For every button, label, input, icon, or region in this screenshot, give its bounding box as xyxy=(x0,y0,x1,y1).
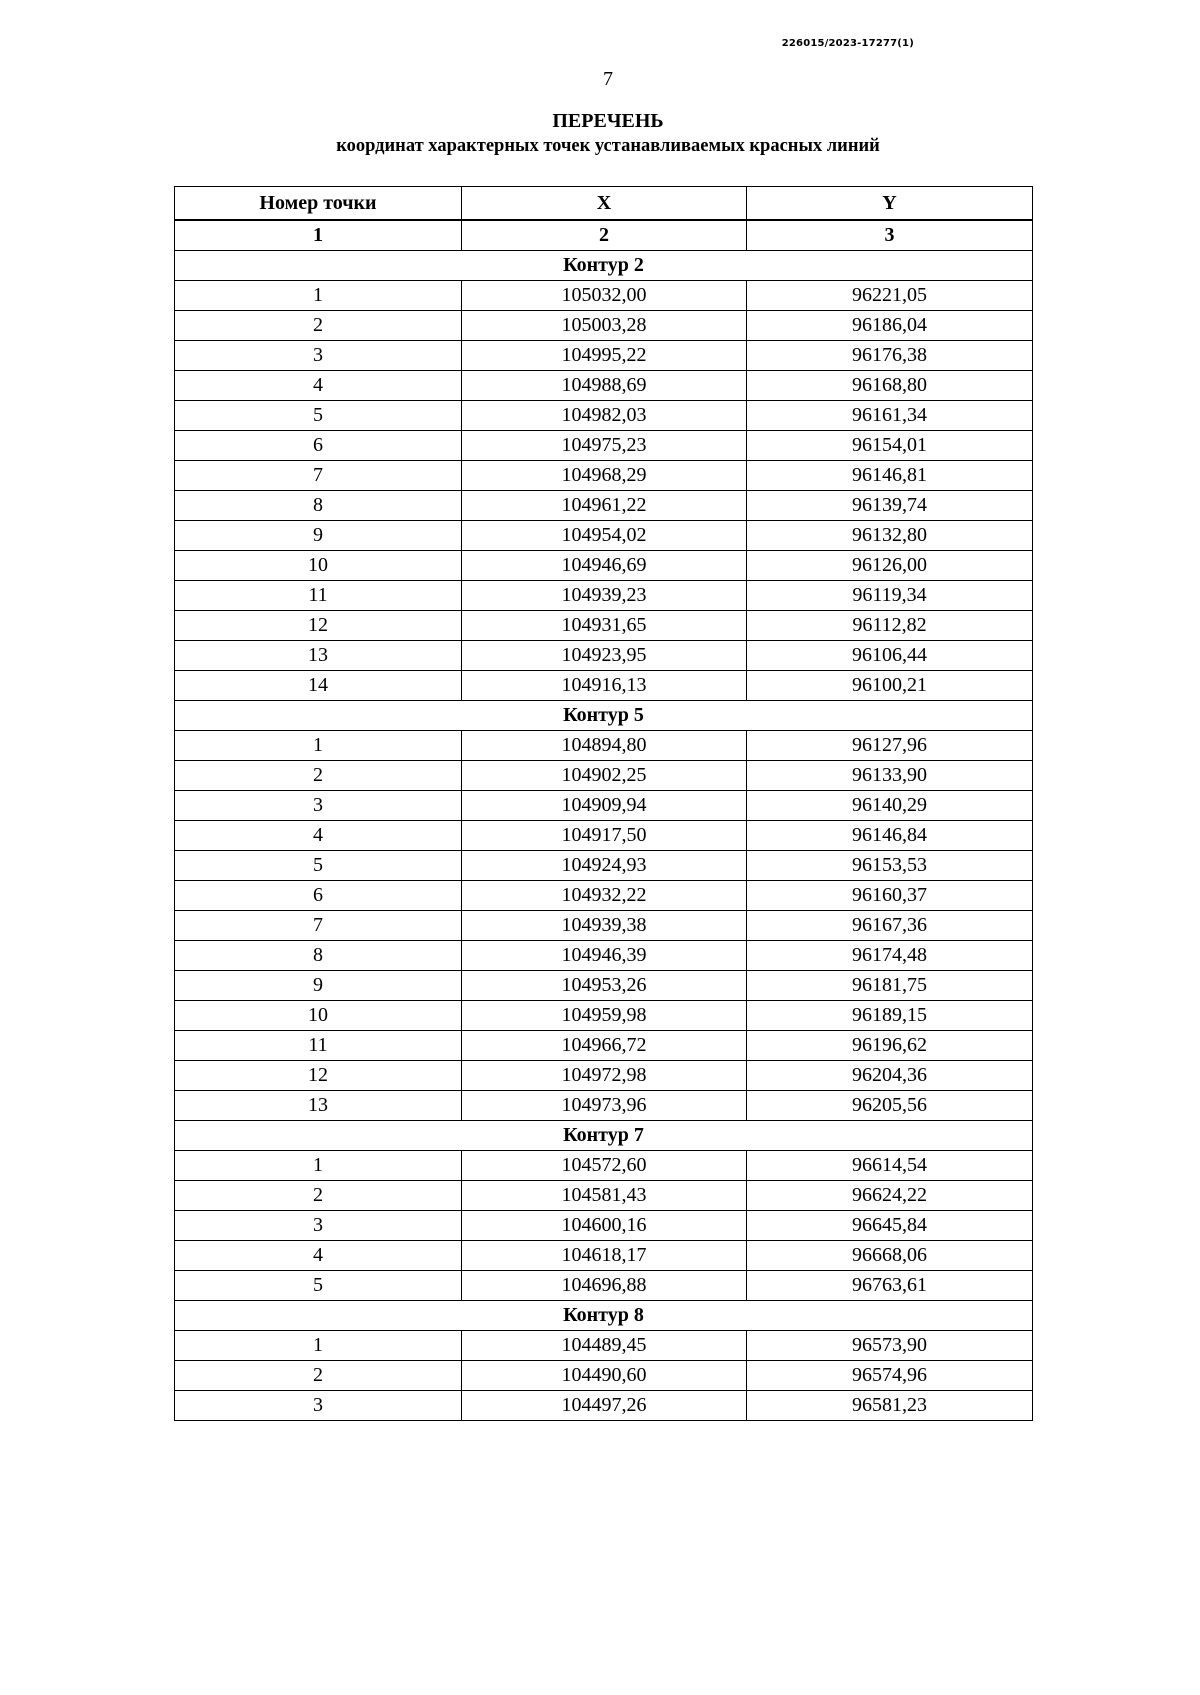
header-point-number: Номер точки xyxy=(175,187,462,221)
y-coordinate-cell: 96167,36 xyxy=(747,911,1033,941)
table-row xyxy=(175,671,1033,701)
x-coordinate-cell: 104946,39 xyxy=(462,941,747,971)
table-row xyxy=(175,341,1033,371)
point-number-cell: 6 xyxy=(175,881,462,911)
y-coordinate-cell: 96100,21 xyxy=(747,671,1033,701)
y-coordinate-cell: 96119,34 xyxy=(747,581,1033,611)
y-coordinate-cell: 96614,54 xyxy=(747,1151,1033,1181)
y-coordinate-cell: 96146,81 xyxy=(747,461,1033,491)
x-coordinate-cell: 105003,28 xyxy=(462,311,747,341)
point-number-cell: 12 xyxy=(175,1061,462,1091)
table-header-row xyxy=(175,187,1033,221)
point-number-cell: 10 xyxy=(175,1001,462,1031)
point-number-cell: 8 xyxy=(175,491,462,521)
column-number: 1 xyxy=(175,220,462,251)
point-number-cell: 3 xyxy=(175,1211,462,1241)
table-row xyxy=(175,551,1033,581)
table-row xyxy=(175,311,1033,341)
table-row xyxy=(175,911,1033,941)
x-coordinate-cell: 104959,98 xyxy=(462,1001,747,1031)
point-number-cell: 4 xyxy=(175,371,462,401)
page-number: 7 xyxy=(603,68,613,90)
page-subtitle: координат характерных точек устанавливаемых красных линий xyxy=(336,136,880,156)
contour-title: Контур 5 xyxy=(175,701,1033,731)
point-number-cell: 11 xyxy=(175,1031,462,1061)
point-number-cell: 2 xyxy=(175,1361,462,1391)
x-coordinate-cell: 104995,22 xyxy=(462,341,747,371)
contour-title: Контур 8 xyxy=(175,1301,1033,1331)
point-number-cell: 13 xyxy=(175,641,462,671)
table-row xyxy=(175,611,1033,641)
y-coordinate-cell: 96645,84 xyxy=(747,1211,1033,1241)
point-number-cell: 3 xyxy=(175,341,462,371)
table-body xyxy=(175,251,1033,1421)
point-number-cell: 3 xyxy=(175,791,462,821)
y-coordinate-cell: 96186,04 xyxy=(747,311,1033,341)
table-row xyxy=(175,1061,1033,1091)
x-coordinate-cell: 104923,95 xyxy=(462,641,747,671)
table-row xyxy=(175,1241,1033,1271)
table-row xyxy=(175,971,1033,1001)
point-number-cell: 2 xyxy=(175,761,462,791)
y-coordinate-cell: 96126,00 xyxy=(747,551,1033,581)
point-number-cell: 12 xyxy=(175,611,462,641)
x-coordinate-cell: 104939,23 xyxy=(462,581,747,611)
y-coordinate-cell: 96668,06 xyxy=(747,1241,1033,1271)
table-row xyxy=(175,941,1033,971)
contour-title: Контур 2 xyxy=(175,251,1033,281)
x-coordinate-cell: 104490,60 xyxy=(462,1361,747,1391)
y-coordinate-cell: 96221,05 xyxy=(747,281,1033,311)
header-y: Y xyxy=(747,187,1033,221)
table-row xyxy=(175,1211,1033,1241)
table-row xyxy=(175,1331,1033,1361)
y-coordinate-cell: 96153,53 xyxy=(747,851,1033,881)
point-number-cell: 10 xyxy=(175,551,462,581)
y-coordinate-cell: 96205,56 xyxy=(747,1091,1033,1121)
y-coordinate-cell: 96181,75 xyxy=(747,971,1033,1001)
y-coordinate-cell: 96174,48 xyxy=(747,941,1033,971)
y-coordinate-cell: 96154,01 xyxy=(747,431,1033,461)
point-number-cell: 1 xyxy=(175,1151,462,1181)
y-coordinate-cell: 96763,61 xyxy=(747,1271,1033,1301)
document-id: 226015/2023-17277(1) xyxy=(781,38,914,49)
x-coordinate-cell: 104988,69 xyxy=(462,371,747,401)
page-title: ПЕРЕЧЕНЬ xyxy=(552,110,664,132)
y-coordinate-cell: 96146,84 xyxy=(747,821,1033,851)
x-coordinate-cell: 104931,65 xyxy=(462,611,747,641)
point-number-cell: 11 xyxy=(175,581,462,611)
point-number-cell: 7 xyxy=(175,461,462,491)
contour-header-row xyxy=(175,1121,1033,1151)
column-number: 2 xyxy=(462,220,747,251)
y-coordinate-cell: 96581,23 xyxy=(747,1391,1033,1421)
y-coordinate-cell: 96196,62 xyxy=(747,1031,1033,1061)
x-coordinate-cell: 104973,96 xyxy=(462,1091,747,1121)
y-coordinate-cell: 96127,96 xyxy=(747,731,1033,761)
table-row xyxy=(175,851,1033,881)
contour-header-row xyxy=(175,1301,1033,1331)
table-row xyxy=(175,1271,1033,1301)
header-x: X xyxy=(462,187,747,221)
table-row xyxy=(175,1031,1033,1061)
point-number-cell: 2 xyxy=(175,1181,462,1211)
y-coordinate-cell: 96168,80 xyxy=(747,371,1033,401)
table-row xyxy=(175,1001,1033,1031)
table-row xyxy=(175,641,1033,671)
table-row xyxy=(175,1391,1033,1421)
table-row xyxy=(175,581,1033,611)
point-number-cell: 5 xyxy=(175,1271,462,1301)
contour-header-row xyxy=(175,251,1033,281)
table-row xyxy=(175,371,1033,401)
x-coordinate-cell: 104902,25 xyxy=(462,761,747,791)
y-coordinate-cell: 96112,82 xyxy=(747,611,1033,641)
point-number-cell: 9 xyxy=(175,521,462,551)
table-row xyxy=(175,431,1033,461)
point-number-cell: 2 xyxy=(175,311,462,341)
point-number-cell: 5 xyxy=(175,401,462,431)
x-coordinate-cell: 104972,98 xyxy=(462,1061,747,1091)
y-coordinate-cell: 96161,34 xyxy=(747,401,1033,431)
point-number-cell: 6 xyxy=(175,431,462,461)
x-coordinate-cell: 104961,22 xyxy=(462,491,747,521)
x-coordinate-cell: 104953,26 xyxy=(462,971,747,1001)
table-row xyxy=(175,461,1033,491)
point-number-cell: 13 xyxy=(175,1091,462,1121)
table-row xyxy=(175,1091,1033,1121)
contour-title: Контур 7 xyxy=(175,1121,1033,1151)
table-row xyxy=(175,1361,1033,1391)
point-number-cell: 4 xyxy=(175,821,462,851)
x-coordinate-cell: 104894,80 xyxy=(462,731,747,761)
y-coordinate-cell: 96133,90 xyxy=(747,761,1033,791)
x-coordinate-cell: 104946,69 xyxy=(462,551,747,581)
table-row xyxy=(175,1151,1033,1181)
x-coordinate-cell: 104600,16 xyxy=(462,1211,747,1241)
y-coordinate-cell: 96140,29 xyxy=(747,791,1033,821)
x-coordinate-cell: 104581,43 xyxy=(462,1181,747,1211)
point-number-cell: 1 xyxy=(175,1331,462,1361)
table-row xyxy=(175,1181,1033,1211)
point-number-cell: 9 xyxy=(175,971,462,1001)
point-number-cell: 3 xyxy=(175,1391,462,1421)
x-coordinate-cell: 104916,13 xyxy=(462,671,747,701)
point-number-cell: 8 xyxy=(175,941,462,971)
column-number: 3 xyxy=(747,220,1033,251)
table-row xyxy=(175,491,1033,521)
y-coordinate-cell: 96573,90 xyxy=(747,1331,1033,1361)
table-row xyxy=(175,401,1033,431)
x-coordinate-cell: 104572,60 xyxy=(462,1151,747,1181)
table-row xyxy=(175,731,1033,761)
y-coordinate-cell: 96160,37 xyxy=(747,881,1033,911)
x-coordinate-cell: 104966,72 xyxy=(462,1031,747,1061)
y-coordinate-cell: 96132,80 xyxy=(747,521,1033,551)
x-coordinate-cell: 104489,45 xyxy=(462,1331,747,1361)
x-coordinate-cell: 104968,29 xyxy=(462,461,747,491)
x-coordinate-cell: 105032,00 xyxy=(462,281,747,311)
y-coordinate-cell: 96189,15 xyxy=(747,1001,1033,1031)
table-row xyxy=(175,521,1033,551)
table-column-numbers-row xyxy=(175,220,1033,251)
point-number-cell: 1 xyxy=(175,281,462,311)
x-coordinate-cell: 104618,17 xyxy=(462,1241,747,1271)
table-row xyxy=(175,761,1033,791)
x-coordinate-cell: 104982,03 xyxy=(462,401,747,431)
table-row xyxy=(175,791,1033,821)
x-coordinate-cell: 104917,50 xyxy=(462,821,747,851)
coordinates-table xyxy=(174,186,1033,1421)
x-coordinate-cell: 104975,23 xyxy=(462,431,747,461)
y-coordinate-cell: 96624,22 xyxy=(747,1181,1033,1211)
x-coordinate-cell: 104924,93 xyxy=(462,851,747,881)
x-coordinate-cell: 104497,26 xyxy=(462,1391,747,1421)
y-coordinate-cell: 96204,36 xyxy=(747,1061,1033,1091)
point-number-cell: 1 xyxy=(175,731,462,761)
contour-header-row xyxy=(175,701,1033,731)
y-coordinate-cell: 96106,44 xyxy=(747,641,1033,671)
table-row xyxy=(175,281,1033,311)
point-number-cell: 4 xyxy=(175,1241,462,1271)
y-coordinate-cell: 96176,38 xyxy=(747,341,1033,371)
x-coordinate-cell: 104909,94 xyxy=(462,791,747,821)
point-number-cell: 5 xyxy=(175,851,462,881)
y-coordinate-cell: 96574,96 xyxy=(747,1361,1033,1391)
x-coordinate-cell: 104939,38 xyxy=(462,911,747,941)
point-number-cell: 14 xyxy=(175,671,462,701)
x-coordinate-cell: 104954,02 xyxy=(462,521,747,551)
table-row xyxy=(175,881,1033,911)
table-row xyxy=(175,821,1033,851)
x-coordinate-cell: 104932,22 xyxy=(462,881,747,911)
point-number-cell: 7 xyxy=(175,911,462,941)
x-coordinate-cell: 104696,88 xyxy=(462,1271,747,1301)
y-coordinate-cell: 96139,74 xyxy=(747,491,1033,521)
